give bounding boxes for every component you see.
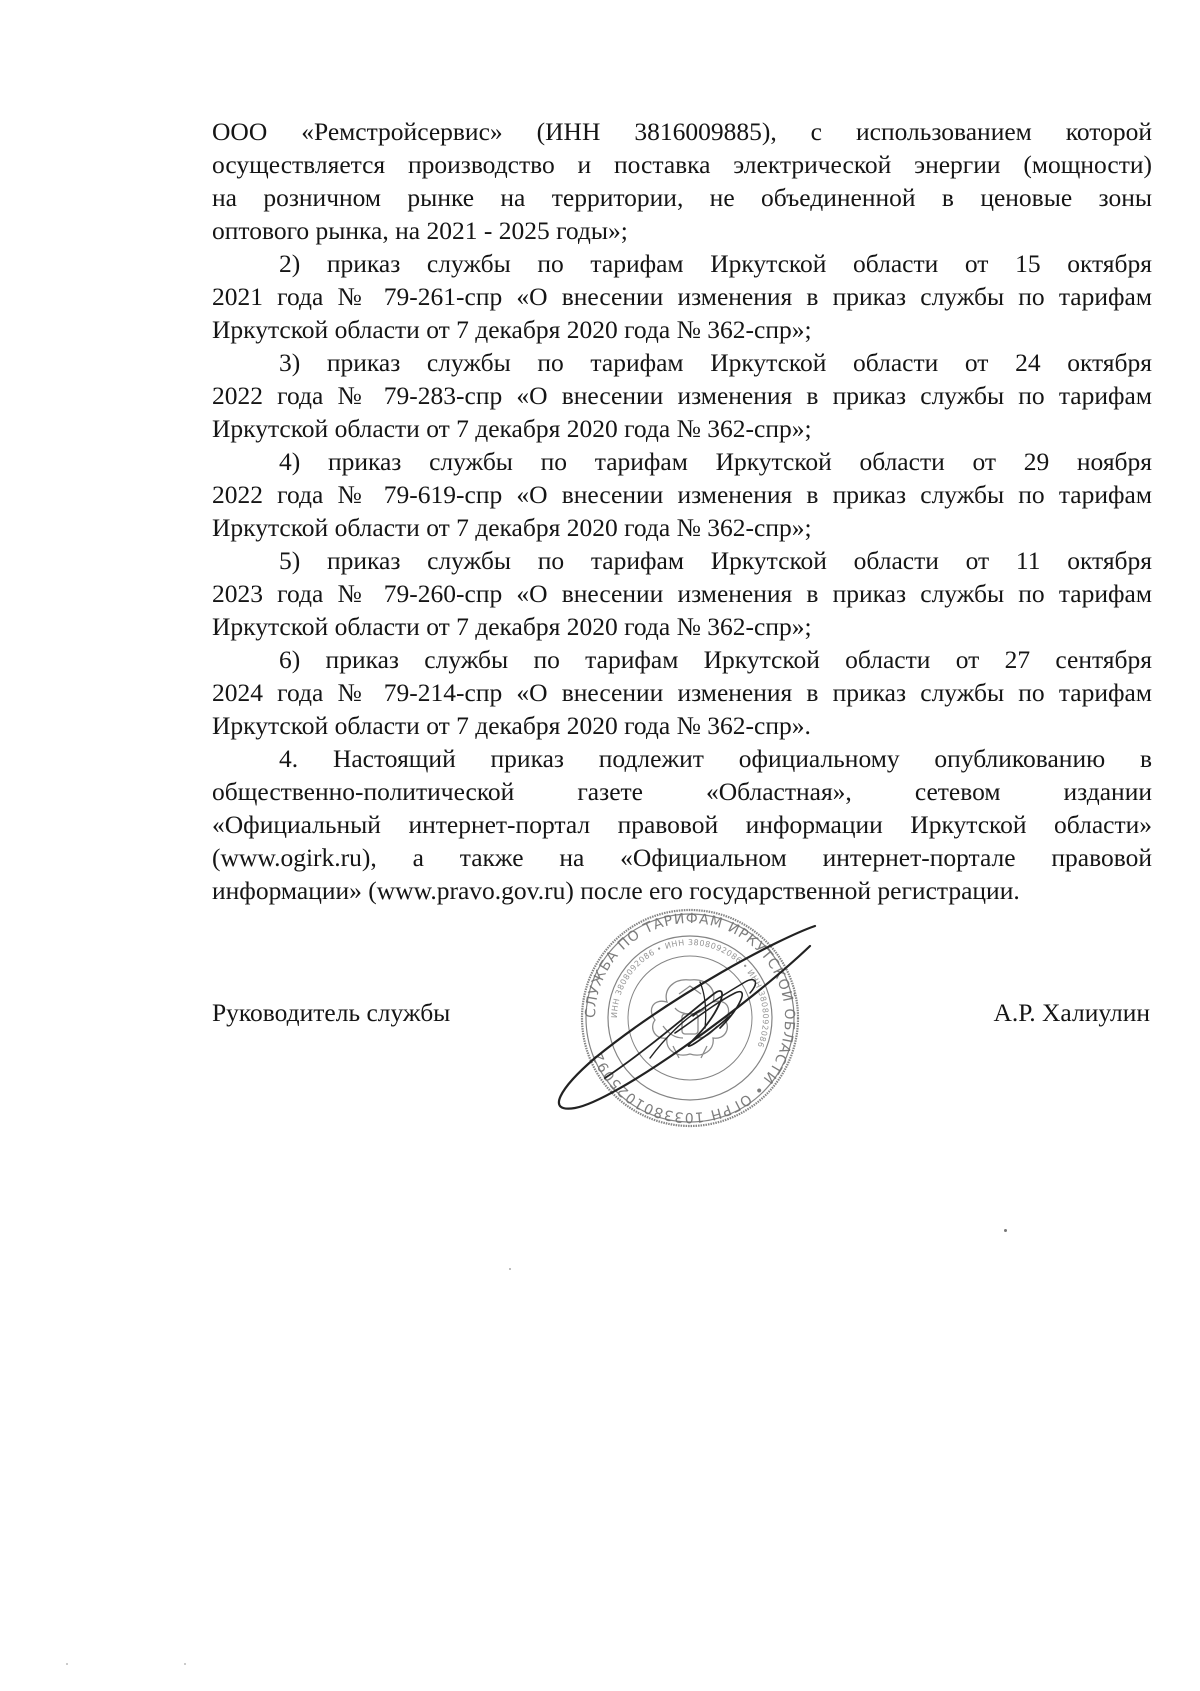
text-line: 4) приказ службы по тарифам Иркутской области от 29 ноября (279, 447, 1152, 476)
text-line: на розничном рынке на территории, не объединенной в ценовые зоны (212, 183, 1152, 212)
text-line: Иркутской области от 7 декабря 2020 года № 362-спр». (212, 711, 811, 740)
paragraph (212, 742, 1152, 907)
paragraph (212, 643, 1152, 742)
scan-speck (184, 1663, 186, 1665)
document-body (212, 115, 1152, 907)
paragraph (212, 346, 1152, 445)
text-line: ООО «Ремстройсервис» (ИНН 3816009885), с использованием которой (212, 117, 1152, 146)
text-line: оптового рынка, на 2021 - 2025 годы»; (212, 216, 628, 245)
text-line: Иркутской области от 7 декабря 2020 года № 362-спр»; (212, 612, 812, 641)
text-line: 3) приказ службы по тарифам Иркутской области от 24 октября (279, 348, 1152, 377)
text-line: информации» (www.pravo.gov.ru) после его государственной регистрации. (212, 876, 1020, 905)
paragraph (212, 247, 1152, 346)
scan-speck (1004, 1229, 1007, 1232)
text-line: (www.ogirk.ru), а также на «Официальном интернет-портале правовой (212, 843, 1152, 872)
text-line: 2022 года № 79-619-спр «О внесении изменения в приказ службы по тарифам (212, 480, 1152, 509)
signatory-position: Руководитель службы (212, 998, 451, 1027)
signature-block (212, 995, 1152, 1031)
paragraph (212, 544, 1152, 643)
seal-inner-ring-text: ИНН 3808092086 • ИНН 3808092086 • ИНН 3808092086 (609, 937, 771, 1049)
scan-speck (66, 1663, 68, 1665)
seal-ring-text: СЛУЖБА ПО ТАРИФАМ ИРКУТСКОЙ ОБЛАСТИ • ОГРН 1033801025092 (582, 910, 798, 1126)
paragraph (212, 115, 1152, 247)
scan-speck (509, 1268, 511, 1270)
svg-text:ИНН 3808092086 • ИНН 380809208 (610, 938, 770, 1049)
text-line: 2023 года № 79-260-спр «О внесении изменения в приказ службы по тарифам (212, 579, 1152, 608)
text-line: Иркутской области от 7 декабря 2020 года № 362-спр»; (212, 513, 812, 542)
text-line: 4. Настоящий приказ подлежит официальному опубликованию в (279, 744, 1152, 773)
text-line: 6) приказ службы по тарифам Иркутской области от 27 сентября (279, 645, 1152, 674)
text-line: общественно-политической газете «Областная», сетевом издании (212, 777, 1152, 806)
text-line: «Официальный интернет-портал правовой информации Иркутской области» (212, 810, 1152, 839)
text-line: осуществляется производство и поставка электрической энергии (мощности) (212, 150, 1152, 179)
text-line: Иркутской области от 7 декабря 2020 года № 362-спр»; (212, 315, 812, 344)
signatory-name: А.Р. Халиулин (993, 998, 1150, 1027)
paragraph (212, 445, 1152, 544)
text-line: 2) приказ службы по тарифам Иркутской области от 15 октября (279, 249, 1152, 278)
text-line: 5) приказ службы по тарифам Иркутской области от 11 октября (279, 546, 1152, 575)
text-line: Иркутской области от 7 декабря 2020 года № 362-спр»; (212, 414, 812, 443)
text-line: 2021 года № 79-261-спр «О внесении изменения в приказ службы по тарифам (212, 282, 1152, 311)
text-line: 2022 года № 79-283-спр «О внесении изменения в приказ службы по тарифам (212, 381, 1152, 410)
text-line: 2024 года № 79-214-спр «О внесении изменения в приказ службы по тарифам (212, 678, 1152, 707)
